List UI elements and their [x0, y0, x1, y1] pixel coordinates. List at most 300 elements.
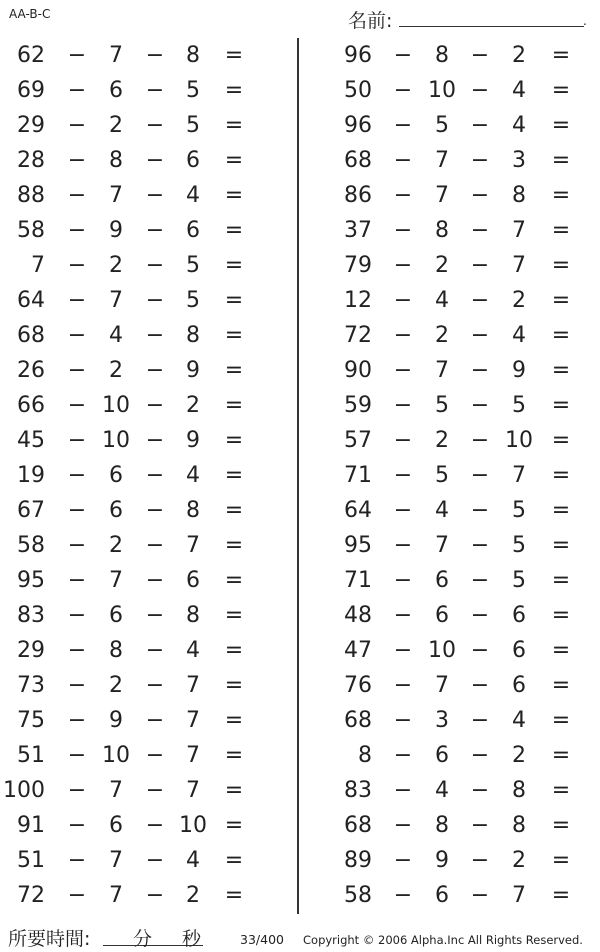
name-field-line [399, 26, 584, 27]
equals-sign: = [551, 183, 571, 208]
minus-sign: − [145, 393, 165, 418]
seconds-label: 秒 [182, 928, 202, 950]
third-number: 7 [512, 253, 526, 278]
minus-sign: − [393, 218, 413, 243]
first-number: 62 [17, 43, 45, 68]
second-number: 10 [102, 428, 130, 453]
second-number: 4 [109, 323, 123, 348]
third-number: 10 [179, 813, 207, 838]
third-number: 4 [512, 708, 526, 733]
minus-sign: − [67, 883, 87, 908]
equals-sign: = [551, 428, 571, 453]
third-number: 7 [512, 463, 526, 488]
minus-sign: − [470, 848, 490, 873]
third-number: 5 [186, 288, 200, 313]
minus-sign: − [393, 393, 413, 418]
second-number: 6 [109, 78, 123, 103]
second-number: 4 [435, 288, 449, 313]
equals-sign: = [551, 393, 571, 418]
third-number: 8 [186, 498, 200, 523]
minus-sign: − [393, 813, 413, 838]
third-number: 5 [512, 498, 526, 523]
minus-sign: − [470, 218, 490, 243]
equals-sign: = [551, 253, 571, 278]
minus-sign: − [393, 183, 413, 208]
first-number: 79 [344, 253, 372, 278]
third-number: 2 [186, 883, 200, 908]
first-number: 68 [344, 708, 372, 733]
first-number: 68 [344, 148, 372, 173]
second-number: 2 [435, 323, 449, 348]
minus-sign: − [470, 393, 490, 418]
minus-sign: − [145, 533, 165, 558]
minus-sign: − [67, 288, 87, 313]
minus-sign: − [393, 743, 413, 768]
minus-sign: − [393, 428, 413, 453]
equals-sign: = [551, 603, 571, 628]
third-number: 5 [512, 533, 526, 558]
equals-sign: = [224, 638, 244, 663]
equals-sign: = [224, 113, 244, 138]
equals-sign: = [224, 533, 244, 558]
second-number: 9 [109, 218, 123, 243]
third-number: 4 [186, 183, 200, 208]
third-number: 4 [512, 78, 526, 103]
third-number: 7 [186, 533, 200, 558]
minus-sign: − [145, 603, 165, 628]
first-number: 71 [344, 463, 372, 488]
third-number: 2 [512, 743, 526, 768]
minus-sign: − [145, 428, 165, 453]
minus-sign: − [145, 743, 165, 768]
third-number: 6 [512, 638, 526, 663]
second-number: 7 [109, 43, 123, 68]
third-number: 9 [512, 358, 526, 383]
minus-sign: − [67, 743, 87, 768]
second-number: 7 [109, 848, 123, 873]
minus-sign: − [470, 183, 490, 208]
first-number: 66 [17, 393, 45, 418]
second-number: 7 [109, 288, 123, 313]
second-number: 7 [435, 673, 449, 698]
second-number: 6 [109, 603, 123, 628]
equals-sign: = [551, 638, 571, 663]
minus-sign: − [470, 533, 490, 558]
second-number: 7 [109, 778, 123, 803]
first-number: 29 [17, 113, 45, 138]
worksheet-code: AA-B-C [9, 7, 51, 21]
minus-sign: − [145, 323, 165, 348]
minus-sign: − [67, 638, 87, 663]
minus-sign: − [67, 78, 87, 103]
minus-sign: − [145, 673, 165, 698]
minus-sign: − [67, 463, 87, 488]
first-number: 73 [17, 673, 45, 698]
third-number: 8 [186, 323, 200, 348]
third-number: 7 [512, 883, 526, 908]
minus-sign: − [393, 463, 413, 488]
first-number: 95 [17, 568, 45, 593]
second-number: 5 [435, 463, 449, 488]
third-number: 7 [512, 218, 526, 243]
equals-sign: = [224, 603, 244, 628]
first-number: 26 [17, 358, 45, 383]
first-number: 47 [344, 638, 372, 663]
minus-sign: − [470, 673, 490, 698]
second-number: 10 [428, 638, 456, 663]
equals-sign: = [224, 848, 244, 873]
third-number: 5 [186, 113, 200, 138]
minus-sign: − [393, 883, 413, 908]
third-number: 4 [512, 113, 526, 138]
second-number: 2 [435, 428, 449, 453]
minus-sign: − [145, 218, 165, 243]
first-number: 100 [3, 778, 45, 803]
minus-sign: − [470, 778, 490, 803]
second-number: 9 [109, 708, 123, 733]
first-number: 58 [17, 218, 45, 243]
first-number: 71 [344, 568, 372, 593]
equals-sign: = [224, 883, 244, 908]
first-number: 12 [344, 288, 372, 313]
first-number: 64 [344, 498, 372, 523]
minus-sign: − [145, 568, 165, 593]
first-number: 59 [344, 393, 372, 418]
second-number: 8 [435, 218, 449, 243]
second-number: 4 [435, 498, 449, 523]
first-number: 68 [17, 323, 45, 348]
minus-sign: − [393, 603, 413, 628]
minus-sign: − [67, 148, 87, 173]
equals-sign: = [551, 218, 571, 243]
first-number: 29 [17, 638, 45, 663]
equals-sign: = [224, 463, 244, 488]
second-number: 7 [435, 533, 449, 558]
minus-sign: − [67, 428, 87, 453]
first-number: 37 [344, 218, 372, 243]
equals-sign: = [551, 673, 571, 698]
equals-sign: = [551, 568, 571, 593]
third-number: 6 [186, 568, 200, 593]
first-number: 68 [344, 813, 372, 838]
minus-sign: − [393, 568, 413, 593]
equals-sign: = [551, 533, 571, 558]
second-number: 2 [109, 358, 123, 383]
first-number: 64 [17, 288, 45, 313]
minus-sign: − [470, 113, 490, 138]
first-number: 91 [17, 813, 45, 838]
second-number: 10 [102, 393, 130, 418]
minus-sign: − [67, 358, 87, 383]
first-number: 88 [17, 183, 45, 208]
second-number: 6 [109, 463, 123, 488]
third-number: 6 [512, 603, 526, 628]
equals-sign: = [551, 743, 571, 768]
third-number: 5 [186, 253, 200, 278]
minus-sign: − [67, 218, 87, 243]
third-number: 7 [186, 673, 200, 698]
minus-sign: − [470, 253, 490, 278]
equals-sign: = [224, 323, 244, 348]
second-number: 6 [435, 743, 449, 768]
first-number: 86 [344, 183, 372, 208]
first-number: 19 [17, 463, 45, 488]
third-number: 8 [186, 603, 200, 628]
minus-sign: − [67, 253, 87, 278]
first-number: 89 [344, 848, 372, 873]
minus-sign: − [145, 148, 165, 173]
third-number: 5 [512, 393, 526, 418]
minus-sign: − [393, 113, 413, 138]
third-number: 9 [186, 428, 200, 453]
minus-sign: − [145, 848, 165, 873]
minus-sign: − [145, 498, 165, 523]
second-number: 7 [109, 883, 123, 908]
name-label: 名前: [348, 10, 393, 32]
equals-sign: = [551, 778, 571, 803]
minus-sign: − [470, 428, 490, 453]
minus-sign: − [470, 568, 490, 593]
equals-sign: = [224, 393, 244, 418]
first-number: 95 [344, 533, 372, 558]
minus-sign: − [393, 778, 413, 803]
equals-sign: = [224, 778, 244, 803]
second-number: 2 [435, 253, 449, 278]
minus-sign: − [470, 603, 490, 628]
minus-sign: − [470, 708, 490, 733]
minus-sign: − [393, 323, 413, 348]
minus-sign: − [67, 498, 87, 523]
second-number: 6 [435, 603, 449, 628]
minus-sign: − [393, 498, 413, 523]
third-number: 9 [186, 358, 200, 383]
third-number: 3 [512, 148, 526, 173]
minus-sign: − [470, 463, 490, 488]
first-number: 7 [31, 253, 45, 278]
equals-sign: = [224, 568, 244, 593]
first-number: 75 [17, 708, 45, 733]
third-number: 2 [512, 848, 526, 873]
minus-sign: − [393, 288, 413, 313]
minus-sign: − [67, 603, 87, 628]
third-number: 4 [186, 638, 200, 663]
minus-sign: − [470, 638, 490, 663]
second-number: 8 [435, 813, 449, 838]
equals-sign: = [551, 78, 571, 103]
minus-sign: − [145, 778, 165, 803]
second-number: 5 [435, 393, 449, 418]
third-number: 6 [186, 148, 200, 173]
first-number: 48 [344, 603, 372, 628]
equals-sign: = [551, 288, 571, 313]
minus-sign: − [470, 813, 490, 838]
first-number: 72 [344, 323, 372, 348]
first-number: 96 [344, 113, 372, 138]
minus-sign: − [145, 183, 165, 208]
minus-sign: − [67, 533, 87, 558]
minus-sign: − [393, 148, 413, 173]
equals-sign: = [224, 498, 244, 523]
second-number: 7 [109, 183, 123, 208]
minutes-label: 分 [133, 928, 153, 950]
equals-sign: = [224, 428, 244, 453]
third-number: 8 [186, 43, 200, 68]
minus-sign: − [145, 113, 165, 138]
second-number: 8 [109, 148, 123, 173]
equals-sign: = [551, 848, 571, 873]
third-number: 2 [512, 288, 526, 313]
copyright: Copyright © 2006 Alpha.Inc All Rights Reserved. [303, 933, 583, 947]
minus-sign: − [67, 183, 87, 208]
first-number: 67 [17, 498, 45, 523]
equals-sign: = [551, 148, 571, 173]
minus-sign: − [393, 708, 413, 733]
equals-sign: = [224, 78, 244, 103]
minus-sign: − [145, 463, 165, 488]
third-number: 7 [186, 743, 200, 768]
minus-sign: − [470, 323, 490, 348]
first-number: 50 [344, 78, 372, 103]
minus-sign: − [145, 638, 165, 663]
third-number: 6 [186, 218, 200, 243]
column-divider [297, 38, 299, 914]
third-number: 8 [512, 778, 526, 803]
equals-sign: = [551, 323, 571, 348]
minus-sign: − [67, 113, 87, 138]
second-number: 9 [435, 848, 449, 873]
minus-sign: − [145, 253, 165, 278]
page-number: 33/400 [240, 932, 284, 947]
minus-sign: − [145, 78, 165, 103]
minus-sign: − [470, 78, 490, 103]
second-number: 6 [109, 498, 123, 523]
equals-sign: = [224, 813, 244, 838]
minus-sign: − [393, 848, 413, 873]
second-number: 3 [435, 708, 449, 733]
first-number: 51 [17, 743, 45, 768]
first-number: 96 [344, 43, 372, 68]
first-number: 72 [17, 883, 45, 908]
equals-sign: = [551, 463, 571, 488]
third-number: 7 [186, 708, 200, 733]
minus-sign: − [393, 673, 413, 698]
minus-sign: − [393, 253, 413, 278]
minus-sign: − [393, 43, 413, 68]
minus-sign: − [145, 358, 165, 383]
minus-sign: − [145, 288, 165, 313]
second-number: 4 [435, 778, 449, 803]
first-number: 90 [344, 358, 372, 383]
second-number: 2 [109, 533, 123, 558]
second-number: 5 [435, 113, 449, 138]
first-number: 83 [344, 778, 372, 803]
second-number: 2 [109, 113, 123, 138]
second-number: 7 [109, 568, 123, 593]
equals-sign: = [551, 813, 571, 838]
minus-sign: − [470, 358, 490, 383]
third-number: 6 [512, 673, 526, 698]
minus-sign: − [145, 883, 165, 908]
minus-sign: − [67, 848, 87, 873]
first-number: 57 [344, 428, 372, 453]
equals-sign: = [224, 43, 244, 68]
second-number: 7 [435, 358, 449, 383]
equals-sign: = [551, 43, 571, 68]
minus-sign: − [67, 813, 87, 838]
second-number: 6 [435, 568, 449, 593]
first-number: 28 [17, 148, 45, 173]
third-number: 8 [512, 813, 526, 838]
first-number: 8 [358, 743, 372, 768]
equals-sign: = [551, 498, 571, 523]
minus-sign: − [145, 708, 165, 733]
third-number: 4 [512, 323, 526, 348]
first-number: 76 [344, 673, 372, 698]
equals-sign: = [224, 708, 244, 733]
minus-sign: − [67, 323, 87, 348]
minus-sign: − [470, 148, 490, 173]
third-number: 5 [186, 78, 200, 103]
minus-sign: − [67, 673, 87, 698]
third-number: 4 [186, 848, 200, 873]
minus-sign: − [67, 393, 87, 418]
equals-sign: = [551, 113, 571, 138]
second-number: 2 [109, 673, 123, 698]
minus-sign: − [470, 883, 490, 908]
equals-sign: = [551, 358, 571, 383]
second-number: 7 [435, 183, 449, 208]
third-number: 2 [512, 43, 526, 68]
equals-sign: = [551, 883, 571, 908]
equals-sign: = [224, 183, 244, 208]
third-number: 10 [505, 428, 533, 453]
minus-sign: − [67, 778, 87, 803]
equals-sign: = [224, 148, 244, 173]
third-number: 8 [512, 183, 526, 208]
minus-sign: − [145, 43, 165, 68]
third-number: 5 [512, 568, 526, 593]
minus-sign: − [393, 638, 413, 663]
first-number: 58 [17, 533, 45, 558]
first-number: 51 [17, 848, 45, 873]
minus-sign: − [67, 43, 87, 68]
name-end-mark: . [583, 14, 587, 28]
equals-sign: = [224, 358, 244, 383]
equals-sign: = [224, 673, 244, 698]
equals-sign: = [224, 743, 244, 768]
second-number: 6 [435, 883, 449, 908]
second-number: 8 [435, 43, 449, 68]
minus-sign: − [470, 288, 490, 313]
second-number: 10 [428, 78, 456, 103]
second-number: 6 [109, 813, 123, 838]
minus-sign: − [393, 78, 413, 103]
third-number: 7 [186, 778, 200, 803]
second-number: 2 [109, 253, 123, 278]
first-number: 58 [344, 883, 372, 908]
minus-sign: − [67, 568, 87, 593]
equals-sign: = [224, 218, 244, 243]
second-number: 7 [435, 148, 449, 173]
minus-sign: − [470, 498, 490, 523]
first-number: 83 [17, 603, 45, 628]
second-number: 10 [102, 743, 130, 768]
equals-sign: = [224, 288, 244, 313]
equals-sign: = [224, 253, 244, 278]
equals-sign: = [551, 708, 571, 733]
third-number: 4 [186, 463, 200, 488]
minus-sign: − [393, 358, 413, 383]
